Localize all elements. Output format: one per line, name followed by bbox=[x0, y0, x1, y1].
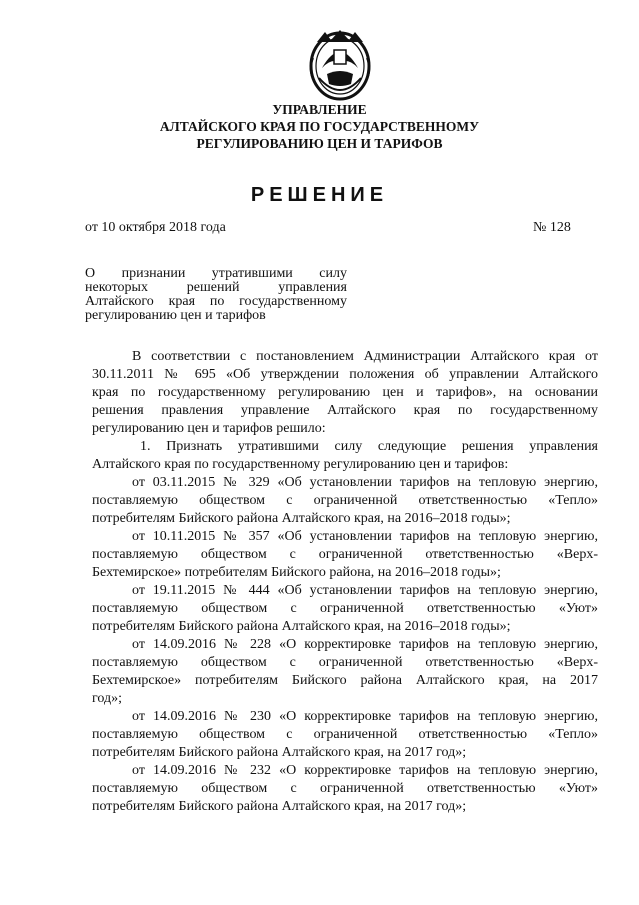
text-line: края по государственному регулированию цен и тарифов», на основании bbox=[92, 385, 598, 400]
paragraph-decision-329 bbox=[92, 474, 598, 528]
subject-line-2: некоторых решений управления bbox=[85, 280, 347, 295]
subject-line-1: О признании утратившими силу bbox=[85, 266, 347, 281]
paragraph-decision-232 bbox=[92, 762, 598, 816]
text-line: потребителям Бийского района Алтайского края, на 2017 год»; bbox=[92, 799, 467, 814]
org-line-1: УПРАВЛЕНИЕ bbox=[272, 102, 367, 117]
text-line: от 10.11.2015 № 357 «Об установлении тарифов на тепловую энергию, bbox=[132, 529, 598, 544]
text-line: потребителям Бийского района Алтайского края, на 2016–2018 годы»; bbox=[92, 619, 511, 634]
text-line: год»; bbox=[92, 691, 123, 706]
altai-krai-emblem-icon bbox=[299, 28, 381, 102]
text-line: от 14.09.2016 № 228 «О корректировке тарифов на тепловую энергию, bbox=[132, 637, 598, 652]
text-line: поставляемую обществом с ограниченной ответственностью «Уют» bbox=[92, 781, 598, 796]
text-line: от 14.09.2016 № 230 «О корректировке тарифов на тепловую энергию, bbox=[132, 709, 598, 724]
text-line: Бехтемирское» потребителям Бийского района Алтайского края, на 2017 bbox=[92, 673, 598, 688]
document-type-title: РЕШЕНИЕ bbox=[250, 184, 389, 206]
paragraph-preamble bbox=[92, 348, 598, 438]
text-line: от 14.09.2016 № 232 «О корректировке тарифов на тепловую энергию, bbox=[132, 763, 598, 778]
paragraph-decision-228 bbox=[92, 636, 598, 708]
paragraph-item-1 bbox=[92, 438, 598, 474]
subject-line-3: Алтайского края по государственному bbox=[85, 294, 347, 309]
text-line: поставляемую обществом с ограниченной ответственностью «Уют» bbox=[92, 601, 598, 616]
text-line: Бехтемирское» потребителям Бийского района, на 2016–2018 годы»; bbox=[92, 565, 501, 580]
text-line: В соответствии с постановлением Администрации Алтайского края от bbox=[132, 349, 598, 364]
paragraph-decision-357 bbox=[92, 528, 598, 582]
document-date: от 10 октября 2018 года bbox=[85, 220, 226, 235]
text-line: потребителям Бийского района Алтайского края, на 2017 год»; bbox=[92, 745, 467, 760]
text-line: потребителям Бийского района Алтайского края, на 2016–2018 годы»; bbox=[92, 511, 511, 526]
text-line: поставляемую обществом с ограниченной ответственностью «Верх- bbox=[92, 655, 598, 670]
document-body bbox=[92, 348, 598, 816]
text-line: решения правления управление Алтайского края по государственному bbox=[92, 403, 598, 418]
org-line-3: РЕГУЛИРОВАНИЮ ЦЕН И ТАРИФОВ bbox=[196, 136, 443, 151]
paragraph-decision-230 bbox=[92, 708, 598, 762]
document-subject bbox=[85, 267, 347, 323]
text-line: Алтайского края по государственному регулированию цен и тарифов: bbox=[92, 457, 509, 472]
subject-line-4: регулированию цен и тарифов bbox=[85, 308, 266, 323]
paragraph-decision-444 bbox=[92, 582, 598, 636]
organization-name bbox=[120, 101, 519, 152]
text-line: поставляемую обществом с ограниченной ответственностью «Тепло» bbox=[92, 727, 598, 742]
text-line: регулированию цен и тарифов решило: bbox=[92, 421, 326, 436]
org-line-2: АЛТАЙСКОГО КРАЯ ПО ГОСУДАРСТВЕННОМУ bbox=[159, 119, 480, 134]
text-line: 1. Признать утратившими силу следующие решения управления bbox=[140, 439, 598, 454]
text-line: поставляемую обществом с ограниченной ответственностью «Верх- bbox=[92, 547, 598, 562]
text-line: от 03.11.2015 № 329 «Об установлении тарифов на тепловую энергию, bbox=[132, 475, 598, 490]
text-line: 30.11.2011 № 695 «Об утверждении положения об управлении Алтайского bbox=[92, 367, 598, 382]
document-number: № 128 bbox=[533, 220, 571, 235]
text-line: поставляемую обществом с ограниченной ответственностью «Тепло» bbox=[92, 493, 598, 508]
text-line: от 19.11.2015 № 444 «Об установлении тарифов на тепловую энергию, bbox=[132, 583, 598, 598]
